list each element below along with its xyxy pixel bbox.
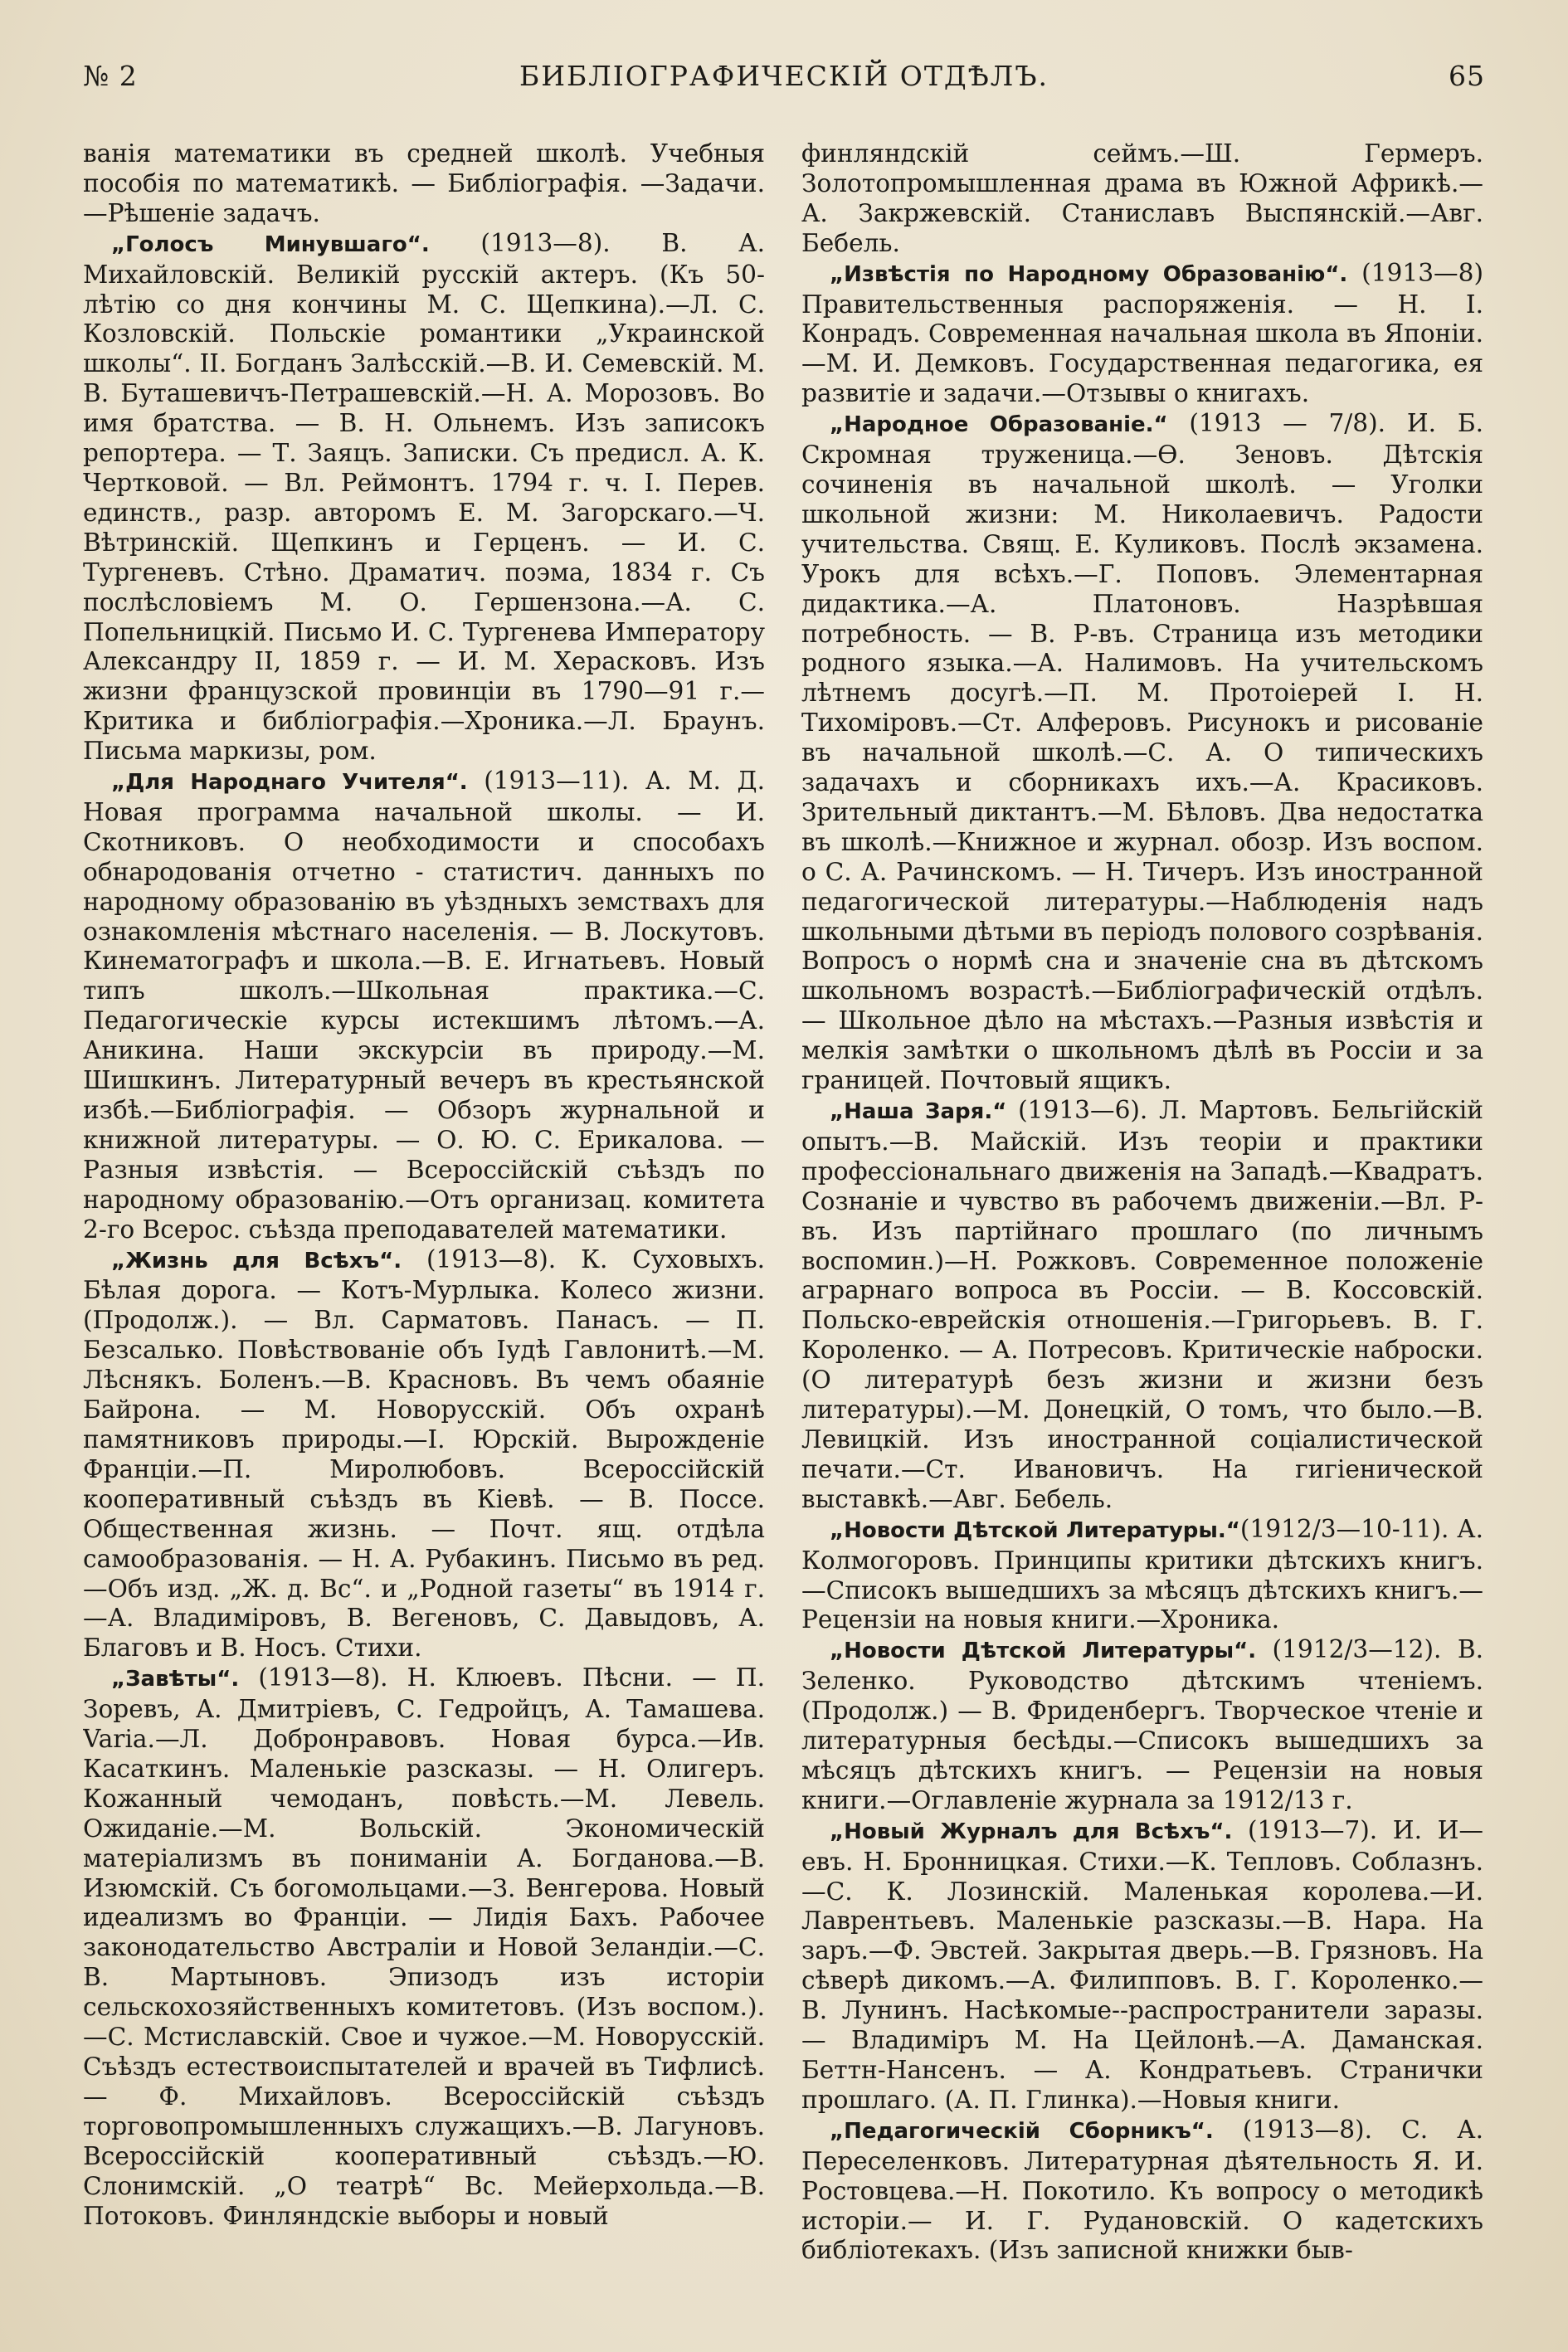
entry-text: (1913—7). И. И—евъ. Н. Бронницкая. Стихи.—К. Тепловъ. Соблазнъ.—С. К. Лозинскій. Маленькая королева.—И. Лаврентьевъ. Маленькіе разсказы.—В. Нара. На заръ.—Ф. Эвстей. Закрытая дверь.—В. Грязновъ. На сѣверѣ дикомъ.—А. Филипповъ. В. Г. Короленко.—В. Лунинъ. Насѣкомые--распространители заразы.— Владиміръ М. На Цейлонѣ.—А. Даманская. Беттн-Нансенъ. — А. Кондратьевъ. Странички прошлаго. (А. П. Глинка).—Новыя книги. [801,1815,1483,2114]
entry [801,1816,1483,2116]
entry [801,259,1483,410]
entry-text: (1913—11). А. М. Д. Новая программа начальной школы. — И. Скотниковъ. О необходимости и способахъ обнародованія отчетно - статистич. данныхъ по народному образованію въ уѣздныхъ земствахъ для ознакомленія мѣстнаго населенія. — В. Лоскутовъ. Кинематографъ и школа.—В. Е. Игнатьевъ. Новый типъ школъ.—Школьная практика.—С. Педагогическіе курсы истекшимъ лѣтомъ.—А. Аникина. Наши экскурсіи въ природу.—М. Шишкинъ. Литературный вечеръ въ крестьянской избѣ.—Библіографія. — Обзоръ журнальной и книжной литературы. — О. Ю. С. Ерикалова. — Разныя извѣстія. — Всероссійскій съѣздъ по народному образованію.—Отъ организац. комитета 2-го Всерос. съѣзда преподавателей математики. [83,767,765,1244]
journal-title: „Голосъ Минувшаго“. [111,231,430,257]
journal-title: „Наша Заря.“ [830,1099,1007,1124]
entry-text: (1913—8) Правительственныя распоряженія. — Н. I. Конрадъ. Современная начальная школа въ Японіи.—М. И. Демковъ. Государственная педагогика, ея развитіе и задачи.—Отзывы о книгахъ. [801,258,1483,408]
entry [801,1096,1483,1515]
issue-number: № 2 [83,60,138,92]
entry [801,1515,1483,1636]
entry [801,1635,1483,1815]
entry-text: (1912/3—12). В. Зеленко. Руководство дѣтскимъ чтеніемъ. (Продолж.) — В. Фриденбергъ. Творческое чтеніе и литературныя бесѣды.—Списокъ вышедшихъ за мѣсяцъ дѣтскихъ книгъ. — Рецензіи на новыя книги.—Оглавленіе журнала за 1912/13 г. [801,1635,1483,1814]
journal-title: „Извѣстія по Народному Образованію“. [830,261,1348,287]
journal-title: „Новости Дѣтской Литературы“. [830,1639,1257,1664]
journal-title: „Педагогическій Сборникъ“. [830,2118,1214,2144]
entry [801,2116,1483,2267]
right-column [801,139,1483,2346]
entry [83,1245,765,1664]
entry-text: (1913 — 7/8). И. Б. Скромная труженица.—Ѳ. Зеновъ. Дѣтскія сочиненія въ начальной школѣ. — Уголки школьной жизни: М. Николаевичъ. Радости учительства. Свящ. Е. Куликовъ. Послѣ экзамена. Урокъ для всѣхъ.—Г. Поповъ. Элементарная дидактика.—А. Платоновъ. Назрѣвшая потребность. — В. Р-въ. Страница изъ методики родного языка.—А. Налимовъ. На учительскомъ лѣтнемъ досугѣ.—П. М. Протоіерей I. Н. Тихоміровъ.—Ст. Алферовъ. Рисунокъ и рисованіе въ начальной школѣ.—С. А. О типическихъ задачахъ и сборникахъ ихъ.—А. Красиковъ. Зрительный диктантъ.—М. Бѣловъ. Два недостатка въ школѣ.—Книжное и журнал. обозр. Изъ воспом. о С. А. Рачинскомъ. — Н. Тичеръ. Изъ иностранной педагогической литературы.—Наблюденія надъ школьными дѣтьми въ періодъ полового созрѣванія. Вопросъ о нормѣ сна и значеніе сна въ дѣтскомъ школьномъ возрастѣ.—Библіографическій отдѣлъ. — Школьное дѣло на мѣстахъ.—Разныя извѣстія и мелкія замѣтки о школьномъ дѣлѣ въ Россіи и за границей. Почтовый ящикъ. [801,409,1483,1095]
page-number: 65 [1449,60,1485,92]
entry-text: (1913—8). В. А. Михайловскій. Великій русскій актеръ. (Къ 50-лѣтію со дня кончины М. С. Щепкина).—Л. С. Козловскій. Польскіе романтики „Украинской школы“. II. Богданъ Залѣсскій.—В. И. Семевскій. М. В. Буташевичъ-Петрашевскій.—Н. А. Морозовъ. Во имя братства. — В. Н. Ольнемъ. Изъ записокъ репортера. — Т. Заяцъ. Записки. Съ предисл. А. К. Чертковой. — Вл. Реймонтъ. 1794 г. ч. I. Перев. единств., разр. авторомъ Е. М. Загорскаго.—Ч. Вѣтринскій. Щепкинъ и Герценъ. — И. С. Тургеневъ. Стѣно. Драматич. поэма, 1834 г. Съ послѣсловіемъ М. О. Гершензона.—А. С. Попельницкій. Письмо И. С. Тургенева Императору Александру II, 1859 г. — И. М. Херасковъ. Изъ жизни французской провинціи въ 1790—91 г.—Критика и библіографія.—Хроника.—Л. Браунъ. Письма маркизы, ром. [83,228,765,766]
journal-title: „Новости Дѣтской Литературы.“ [830,1517,1240,1543]
entry-text: ванія математики въ средней школѣ. Учебныя пособія по математикѣ. — Библіографія. —Задачи.—Рѣшеніе задачъ. [83,139,765,227]
page-header [83,60,1485,110]
entry-continuation [801,139,1483,259]
journal-title: „Жизнь для Всѣхъ“. [111,1248,402,1273]
entry [83,229,765,767]
section-title: БИБЛІОГРАФИЧЕСКІЙ ОТДѢЛЪ. [519,60,1049,92]
journal-title: „Новый Журналъ для Всѣхъ“. [830,1819,1233,1844]
entry-text: финляндскій сеймъ.—Ш. Гермеръ. Золотопромышленная драма въ Южной Африкѣ.—А. Закржевскій. Станиславъ Выспянскій.—Авг. Бебель. [801,139,1483,257]
entry-text: (1912/3—10-11). А. Колмогоровъ. Принципы критики дѣтскихъ книгъ.—Списокъ вышедшихъ за мѣсяцъ дѣтскихъ книгъ.—Рецензіи на новыя книги.—Хроника. [801,1514,1483,1634]
journal-title: „Для Народнаго Учителя“. [111,770,468,796]
entry-continuation [83,139,765,229]
entry [83,767,765,1245]
entry-text: (1913—8). С. А. Переселенковъ. Литературная дѣятельность Я. И. Ростовцева.—Н. Покотило. Къ вопросу о методикѣ исторіи.— И. Г. Рудановскій. О кадетскихъ библіотекахъ. (Изъ записной книжки быв- [801,2115,1483,2265]
entry [83,1663,765,2231]
entry-text: (1913—8). К. Суховыхъ. Бѣлая дорога. — Котъ-Мурлыка. Колесо жизни. (Продолж.). — Вл. Сарматовъ. Панасъ. — П. Безсалько. Повѣствованіе объ Іудѣ Гавлонитѣ.—М. Лѣснякъ. Боленъ.—В. Красновъ. Въ чемъ обаяніе Байрона. — М. Новорусскій. Объ охранѣ памятниковъ природы.—I. Юрскій. Вырожденіе Франціи.—П. Миролюбовъ. Всероссійскій кооперативный съѣздъ въ Кіевѣ. — В. Поссе. Общественная жизнь. — Почт. ящ. отдѣла самообразованія. — Н. А. Рубакинъ. Письмо въ ред.—Объ изд. „Ж. д. Вс“. и „Родной газеты“ въ 1914 г.—А. Владиміровъ, В. Вегеновъ, С. Давыдовъ, А. Благовъ и В. Носъ. Стихи. [83,1244,765,1663]
journal-title: „Завѣты“. [111,1667,240,1692]
entry-text: (1913—8). Н. Клюевъ. Пѣсни. — П. Зоревъ, А. Дмитріевъ, С. Гедройцъ, А. Тамашева. Varia.—Л. Добронравовъ. Новая бурса.—Ив. Касаткинъ. Маленькіе разсказы. — Н. Олигеръ. Кожанный чемоданъ, повѣсть.—М. Левель. Ожиданіе.—М. Вольскій. Экономическій матеріализмъ въ пониманіи А. Богданова.—В. Изюмскій. Съ богомольцами.—З. Венгерова. Новый идеализмъ во Франціи. — Лидія Бахъ. Рабочее законодательство Австраліи и Новой Зеландіи.—С. В. Мартыновъ. Эпизодъ изъ исторіи сельскохозяйственныхъ комитетовъ. (Изъ воспом.).—С. Мстиславскій. Свое и чужое.—М. Новорусскій. Съѣздъ естествоиспытателей и врачей въ Тифлисѣ. — Ф. Михайловъ. Всероссійскій съѣздъ торговопромышленныхъ служащихъ.—В. Лагуновъ. Всероссійскій кооперативный съѣздъ.—Ю. Слонимскій. „О театрѣ“ Вс. Мейерхольда.—В. Потоковъ. Финляндскіе выборы и новый [83,1663,765,2230]
journal-title: „Народное Образованіе.“ [830,412,1168,438]
left-column [83,139,765,2346]
entry-text: (1913—6). Л. Мартовъ. Бельгійскій опытъ.—В. Майскій. Изъ теоріи и практики профессіональнаго движенія на Западѣ.—Квадратъ. Сознаніе и чувство въ рабочемъ движеніи.—Вл. Р-въ. Изъ партійнаго прошлаго (по личнымъ воспомин.)—Н. Рожковъ. Современное положеніе аграрнаго вопроса въ Россіи. — В. Коссовскій. Польско-еврейскія отношенія.—Григорьевъ. В. Г. Короленко. — А. Потресовъ. Критическіе наброски. (О литературѣ безъ жизни и жизни безъ литературы).—М. Донецкій, О томъ, что было.—В. Левицкій. Изъ иностранной соціалистической печати.—Ст. Ивановичъ. На гигіенической выставкѣ.—Авг. Бебель. [801,1096,1483,1513]
entry [801,409,1483,1096]
